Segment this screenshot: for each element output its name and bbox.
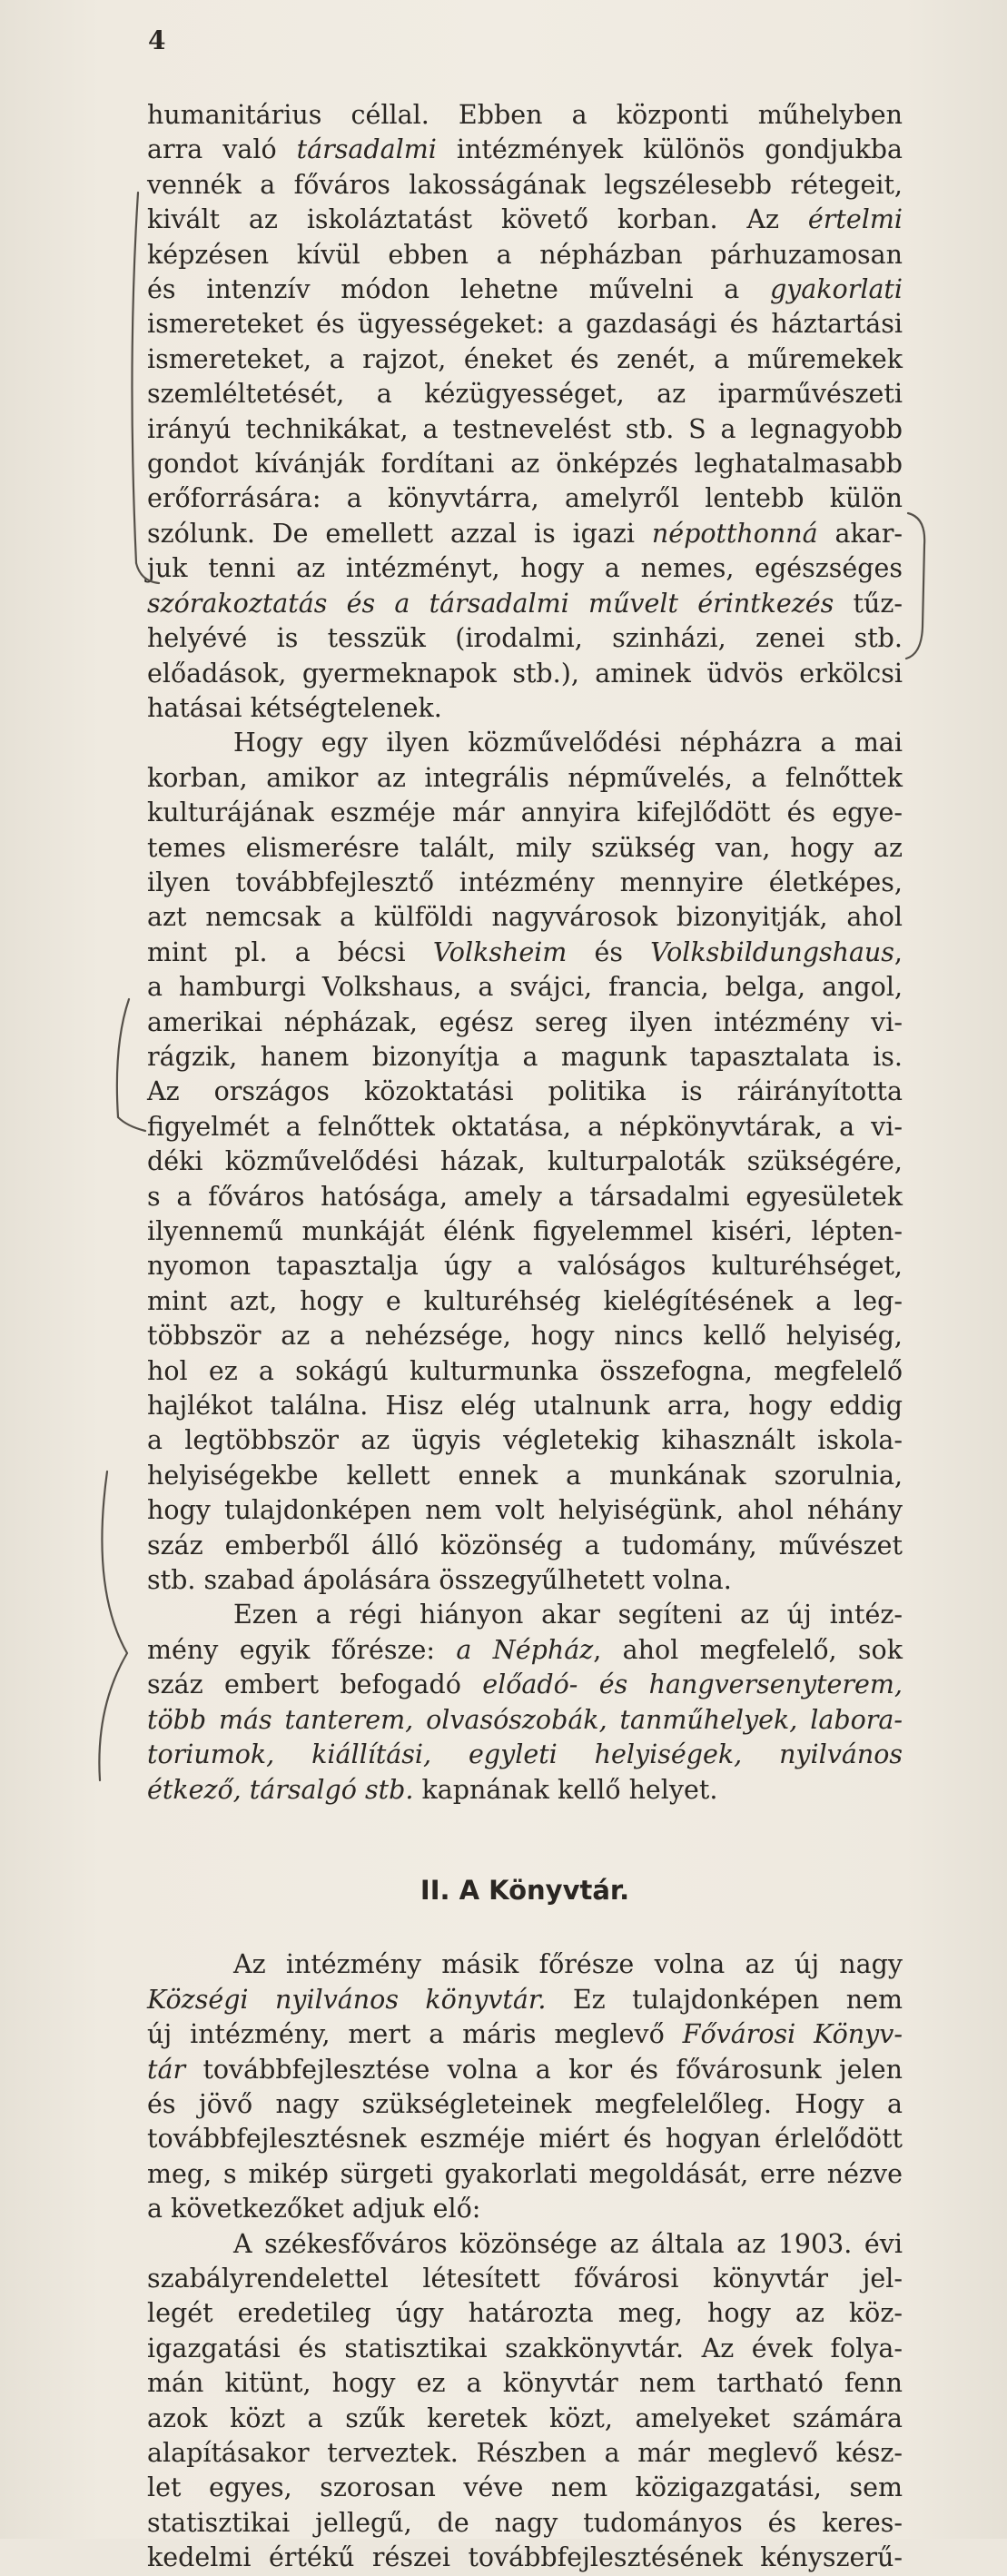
text-line: rágzik, hanem bizonyítja a magunk tapasztalata is. [147,1041,903,1072]
text-line: mint azt, hogy e kulturéhség kielégítésének a leg- [147,1285,903,1316]
text-line: azt nemcsak a külföldi nagyvárosok bizonyitják, ahol [147,902,903,933]
text-line: többször az a nehézsége, hogy nincs kellő helyiség, [147,1321,903,1352]
page-number: 4 [148,25,166,55]
text-line: Hogy egy ilyen közművelődési népházra a mai [233,728,903,758]
bracket-right [906,513,924,659]
text-line: legét eredetileg úgy határozta meg, hogy az köz- [147,2298,903,2329]
text-line: több más tanterem, olvasószobák, tanműhelyek, labora- [147,1704,903,1735]
text-line: déki közművelődési házak, kulturpaloták szükségére, [147,1146,903,1177]
text-line: helyiségekbe kellett ennek a munkának szorulnia, [147,1460,903,1491]
text-line: szemléltetését, a kézügyességet, az iparművészeti [147,379,903,410]
text-line: ilyennemű munkáját élénk figyelemmel kiséri, lépten- [147,1216,903,1246]
text-line: A székesfőváros közönsége az általa az 1903. évi [233,2228,903,2259]
text-line: hol ez a sokágú kulturmunka összefogna, megfelelő [147,1355,903,1386]
text-line: a következőket adjuk elő: [147,2194,481,2224]
text-line: juk tenni az intézményt, hogy a nemes, egészséges [147,553,903,584]
text-line: Az országos közoktatási politika is ráirányította [147,1076,903,1107]
text-line: száz emberből álló közönség a tudomány, művészet [147,1530,903,1560]
text-line: azok közt a szűk keretek közt, amelyeket számára [147,2403,903,2433]
text-line: statisztikai jellegű, de nagy tudományos és keres- [147,2507,903,2538]
text-line: száz embert befogadó előadó- és hangversenyterem, [147,1669,903,1700]
text-line: nyomon tapasztalja úgy a valóságos kulturéhséget, [147,1251,903,1282]
text-line: mény egyik főrésze: a Népház, ahol megfelelő, sok [147,1634,903,1665]
text-line: tár továbbfejlesztése volna a kor és fővárosunk jelen [147,2054,903,2085]
text-line: továbbfejlesztésnek eszméje miért és hogyan érlelődött [147,2124,903,2155]
text-line: toriumok, kiállítási, egyleti helyiségek, nyilvános [147,1739,903,1770]
section-one-text [147,98,903,1808]
margin-mark-left-low [99,1471,127,1780]
text-line: étkező, társalgó stb. kapnának kellő helyet. [147,1774,718,1805]
text-line: ilyen továbbfejlesztő intézmény mennyire életképes, [147,867,903,897]
text-line: szólunk. De emellett azzal is igazi népotthonná akar- [147,518,903,549]
text-line: Ezen a régi hiányon akar segíteni az új intéz- [233,1600,903,1630]
text-line: új intézmény, mert a máris meglevő Fővárosi Könyv- [147,2019,903,2050]
text-line: hajlékot találna. Hisz elég utalnunk arra, hogy eddig [147,1391,903,1422]
text-line: hatásai kétségtelenek. [147,692,442,723]
margin-mark-left-top [132,193,138,563]
text-line: ismereteket és ügyességeket: a gazdasági és háztartási [147,309,903,340]
text-line: és intenzív módon lehetne művelni a gyakorlati [147,274,903,305]
text-line: mán kitünt, hogy ez a könyvtár nem tartható fenn [147,2368,903,2399]
text-line: igazgatási és statisztikai szakkönyvtár. Az évek folya- [147,2333,903,2363]
text-line: amerikai népházak, egész sereg ilyen intézmény vi- [147,1006,903,1037]
text-line: Községi nyilvános könyvtár. Ez tulajdonképen nem [147,1984,903,2015]
text-line: figyelmét a felnőttek oktatása, a népkönyvtárak, a vi- [147,1111,903,1142]
text-line: meg, s mikép sürgeti gyakorlati megoldását, erre nézve [147,2158,903,2189]
text-line: s a főváros hatósága, amely a társadalmi egyesületek [147,1181,903,1212]
text-line: stb. szabad ápolására összegyűlhetett volna. [147,1565,732,1596]
text-line: ismereteket, a rajzot, éneket és zenét, a műremekek [147,343,903,374]
text-line: szabályrendelettel létesített fővárosi könyvtár jel- [147,2263,903,2294]
text-line: Az intézmény másik főrésze volna az új nagy [233,1949,903,1980]
text-line: képzésen kívül ebben a népházban párhuzamosan [147,239,903,270]
text-line: szórakoztatás és a társadalmi művelt érintkezés tűz- [147,588,903,619]
text-line: előadások, gyermeknapok stb.), aminek üdvös erkölcsi [147,658,903,689]
text-line: korban, amikor az integrális népművelés, a felnőttek [147,762,903,793]
text-line: irányú technikákat, a testnevelést stb. S a legnagyobb [147,413,903,444]
text-line: erőforrására: a könyvtárra, amelyről lentebb külön [147,483,903,514]
text-line: kulturájának eszméje már annyira kifejlődött és egye- [147,798,903,828]
body-text [147,98,903,2576]
text-line: temes elismerésre talált, mily szükség van, hogy az [147,832,903,863]
text-line: a hamburgi Volkshaus, a svájci, francia, belga, angol, [147,972,903,1003]
text-line: gondot kívánják fordítani az önképzés leghatalmasabb [147,449,903,480]
text-line: kedelmi értékű részei továbbfejlesztésének kényszerű- [147,2542,903,2573]
text-line: vennék a főváros lakosságának legszélesebb rétegeit, [147,169,903,200]
margin-mark-left-mid [117,999,145,1131]
text-line: alapításakor terveztek. Részben a már meglevő kész- [147,2438,903,2468]
text-line: humanitárius céllal. Ebben a központi műhelyben [147,100,903,130]
section-heading: II. A Könyvtár. [420,1874,630,1906]
text-line: hogy tulajdonképen nem volt helyiségünk, ahol néhány [147,1495,903,1526]
text-line: mint pl. a bécsi Volksheim és Volksbildungshaus, [147,936,903,967]
text-line: a legtöbbször az ügyis végletekig kihasznált iskola- [147,1425,903,1456]
text-line: arra való társadalmi intézmények különös gondjukba [147,134,903,165]
text-line: let egyes, szorosan véve nem közigazgatási, sem [147,2472,903,2503]
text-line: helyévé is tesszük (irodalmi, szinházi, zenei stb. [147,623,903,654]
text-line: kivált az iskoláztatást követő korban. Az értelmi [147,204,903,235]
section-two-text [147,1947,903,2575]
text-line: és jövő nagy szükségleteinek megfelelőleg. Hogy a [147,2088,903,2119]
